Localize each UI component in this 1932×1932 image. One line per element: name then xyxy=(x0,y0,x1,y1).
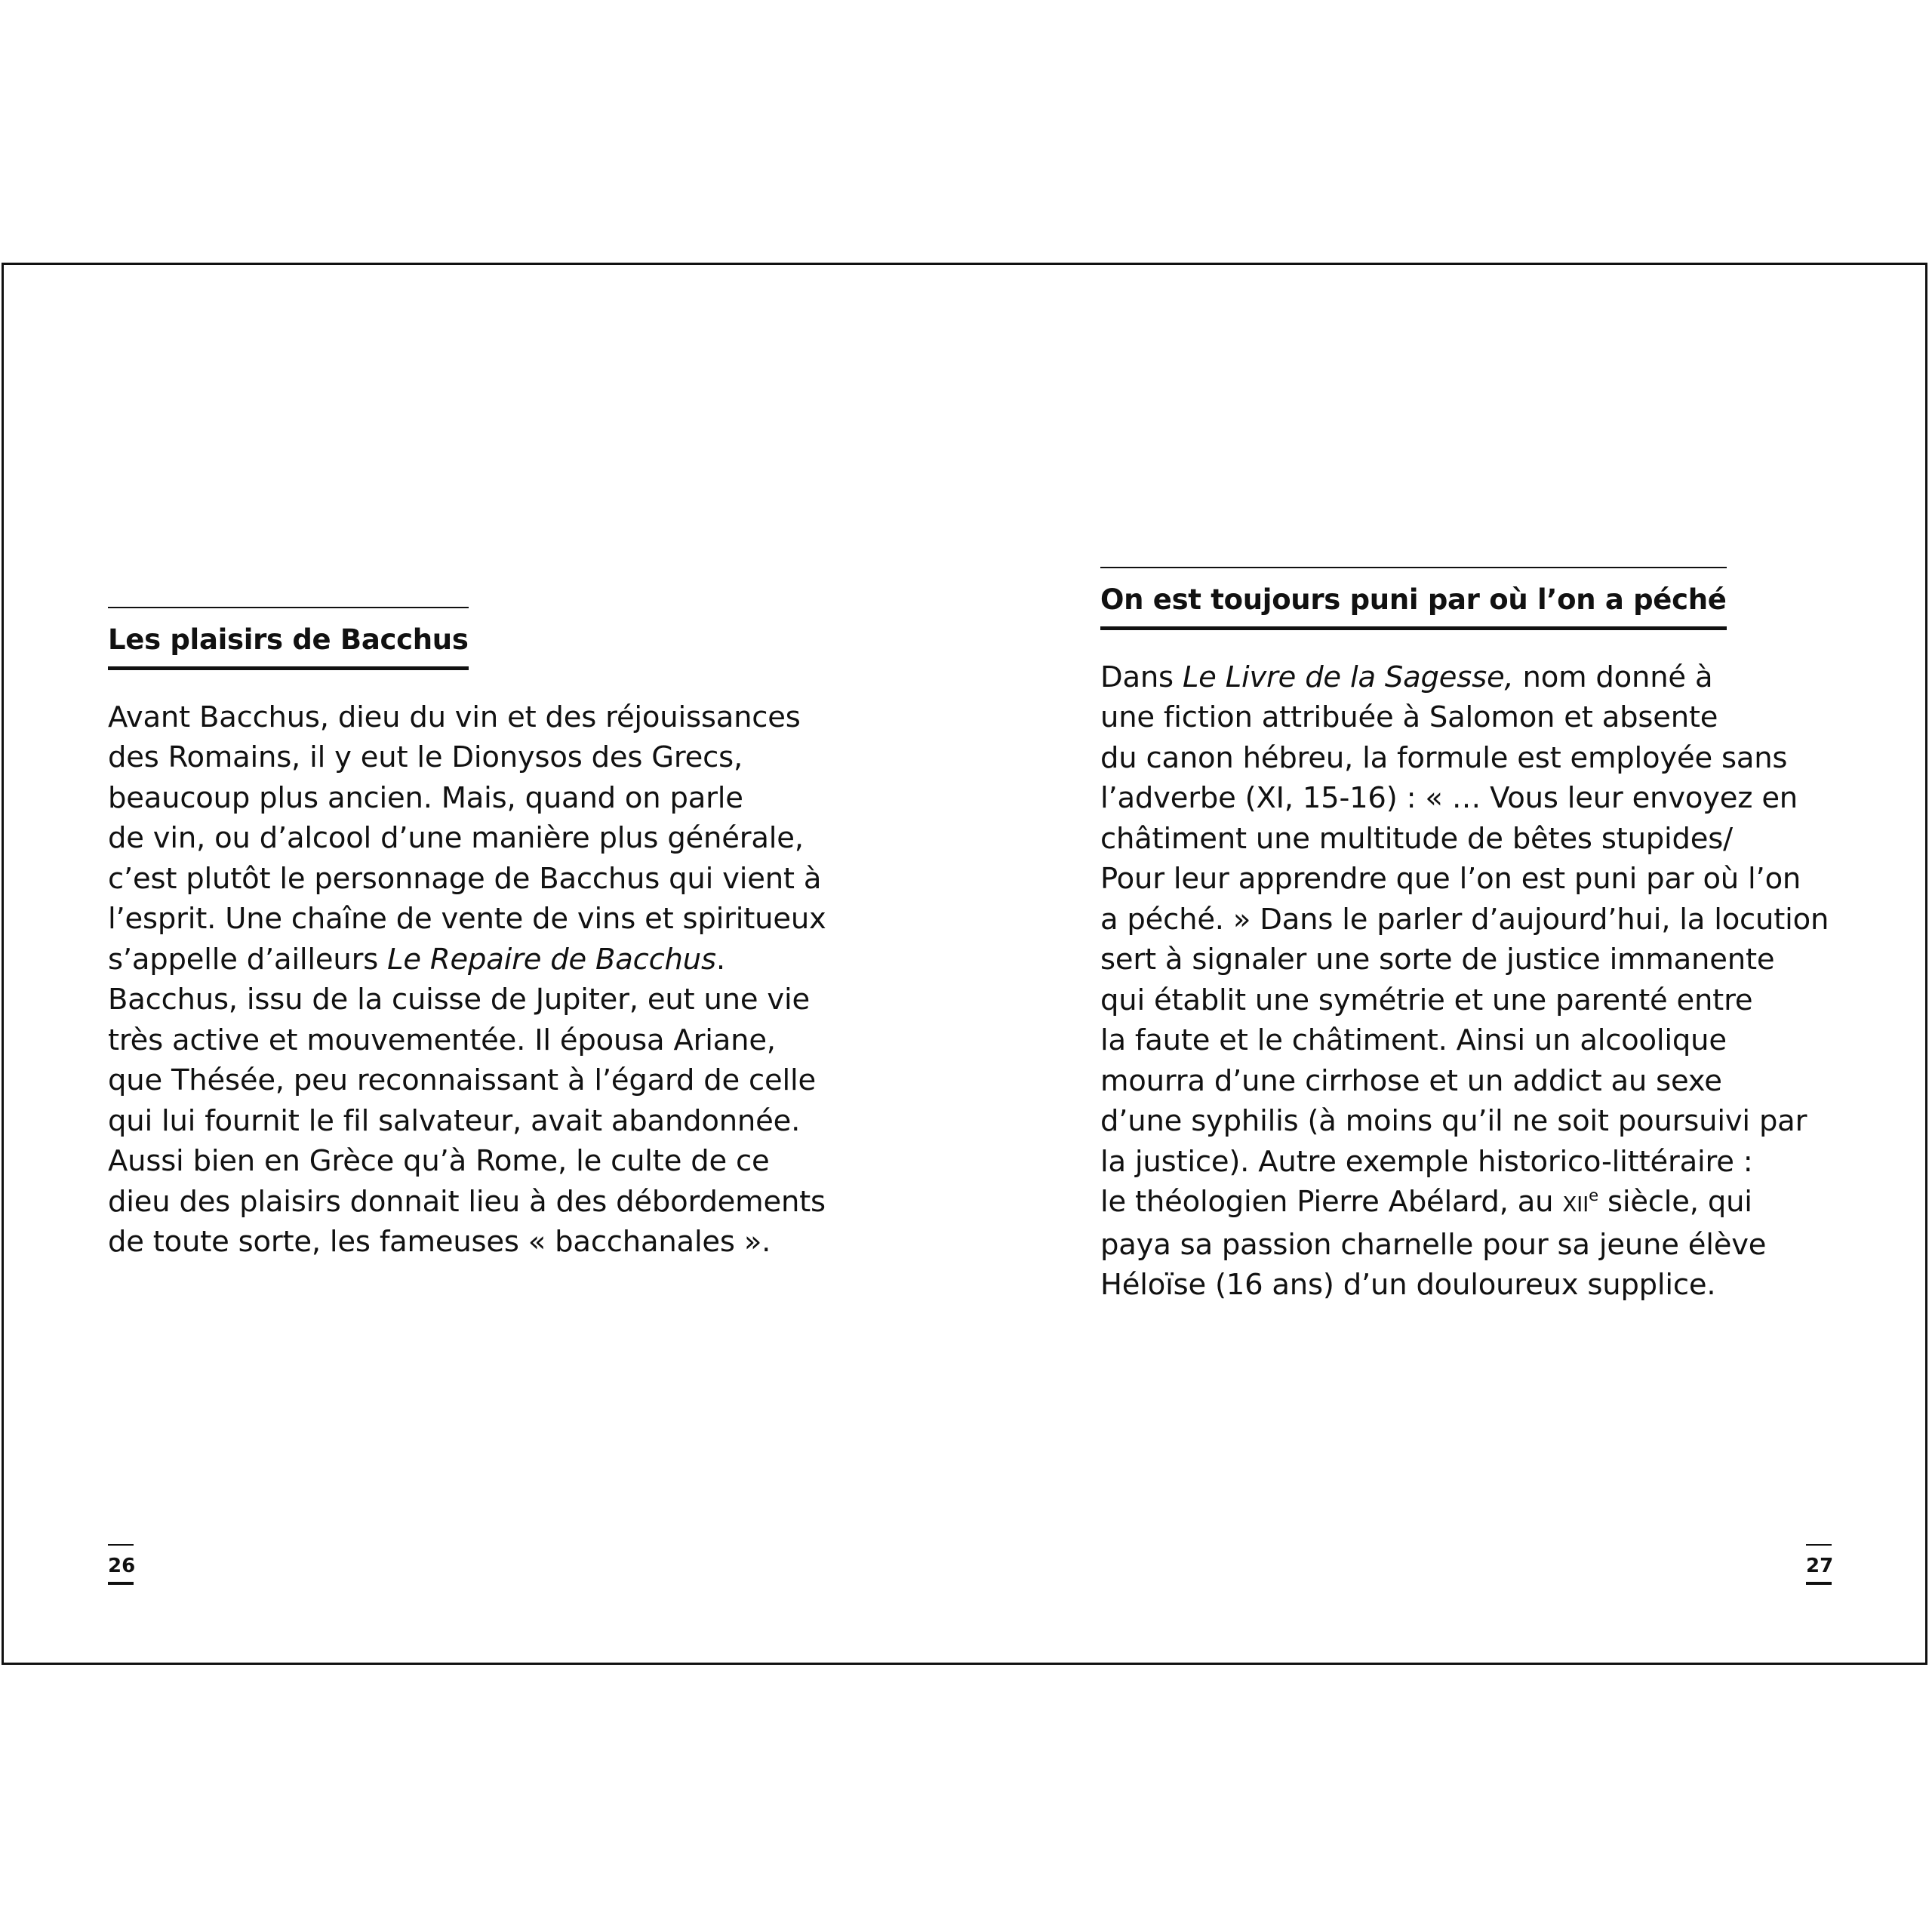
right-line-11: mourra d’une cirrhose et un addict au sexe xyxy=(1100,1063,1722,1098)
left-line-11: qui lui fournit le fil salvateur, avait abandonnée. xyxy=(108,1103,801,1138)
left-line-6: l’esprit. Une chaîne de vente de vins et spiritueux xyxy=(108,902,826,937)
left-line-14: de toute sorte, les fameuses « bacchanales ». xyxy=(108,1225,771,1260)
right-line-6: Pour leur apprendre que l’on est puni par où l’on xyxy=(1100,862,1801,897)
right-line-3: du canon hébreu, la formule est employée sans xyxy=(1100,740,1788,775)
left-line-2: des Romains, il y eut le Dionysos des Grecs, xyxy=(108,740,743,775)
right-page xyxy=(1100,567,1829,1306)
right-body-text xyxy=(1100,657,1829,1306)
left-line-7-start: s’appelle d’ailleurs xyxy=(108,942,388,977)
left-line-9: très active et mouvementée. Il épousa Ariane, xyxy=(108,1023,776,1057)
right-line-15: paya sa passion charnelle pour sa jeune élève xyxy=(1100,1227,1767,1262)
left-line-4: de vin, ou d’alcool d’une manière plus générale, xyxy=(108,821,804,856)
left-line-3: beaucoup plus ancien. Mais, quand on parle xyxy=(108,780,743,815)
left-line-7 xyxy=(108,940,863,980)
book-spread xyxy=(2,263,1927,1665)
right-line-16: Héloïse (16 ans) d’un douloureux supplice. xyxy=(1100,1268,1716,1303)
left-line-5: c’est plutôt le personnage de Bacchus qui vient à xyxy=(108,861,822,896)
right-line-14-end: siècle, qui xyxy=(1598,1185,1752,1220)
right-line-12: d’une syphilis (à moins qu’il ne soit poursuivi par xyxy=(1100,1104,1807,1139)
left-page-number: 26 xyxy=(108,1546,134,1585)
right-section-title: On est toujours puni par où l’on a péché xyxy=(1100,568,1727,630)
right-heading-block xyxy=(1100,567,1727,630)
left-line-8: Bacchus, issu de la cuisse de Jupiter, eut une vie xyxy=(108,983,810,1017)
right-line-7: a péché. » Dans le parler d’aujourd’hui, la locution xyxy=(1100,902,1829,937)
left-page xyxy=(108,607,863,1263)
right-line-1 xyxy=(1100,657,1825,698)
right-line-10: la faute et le châtiment. Ainsi un alcoolique xyxy=(1100,1023,1727,1058)
left-heading-block xyxy=(108,607,469,670)
century-ordinal-suffix: e xyxy=(1589,1186,1598,1205)
left-line-1: Avant Bacchus, dieu du vin et des réjouissances xyxy=(108,700,801,734)
left-section-title: Les plaisirs de Bacchus xyxy=(108,608,469,670)
left-line-7-end: . xyxy=(715,942,725,977)
left-line-7-italic-title: Le Repaire de Bacchus xyxy=(387,942,716,977)
right-line-2: une fiction attribuée à Salomon et absente xyxy=(1100,700,1718,735)
right-line-4: l’adverbe (XI, 15-16) : « … Vous leur envoyez en xyxy=(1100,781,1798,816)
left-line-12: Aussi bien en Grèce qu’à Rome, le culte de ce xyxy=(108,1144,770,1179)
century-numeral: XII xyxy=(1562,1192,1589,1217)
left-body-text xyxy=(108,697,863,1263)
left-page-number-block xyxy=(108,1544,134,1585)
left-line-10: que Thésée, peu reconnaissant à l’égard de celle xyxy=(108,1063,816,1098)
right-line-9: qui établit une symétrie et une parenté entre xyxy=(1100,983,1753,1017)
left-line-13: dieu des plaisirs donnait lieu à des débordements xyxy=(108,1184,826,1219)
right-line-14-start: le théologien Pierre Abélard, au xyxy=(1100,1185,1563,1220)
right-line-1-start: Dans xyxy=(1100,660,1183,694)
right-page-number-block xyxy=(1806,1544,1832,1585)
right-line-1-end: nom donné à xyxy=(1513,660,1713,694)
right-page-number: 27 xyxy=(1806,1546,1832,1585)
right-line-8: sert à signaler une sorte de justice immanente xyxy=(1100,943,1775,977)
right-line-1-italic-title: Le Livre de la Sagesse, xyxy=(1182,660,1514,694)
right-line-5: châtiment une multitude de bêtes stupides/ xyxy=(1100,821,1733,856)
right-line-14 xyxy=(1100,1182,1825,1225)
right-line-13: la justice). Autre exemple historico-littéraire : xyxy=(1100,1144,1753,1179)
